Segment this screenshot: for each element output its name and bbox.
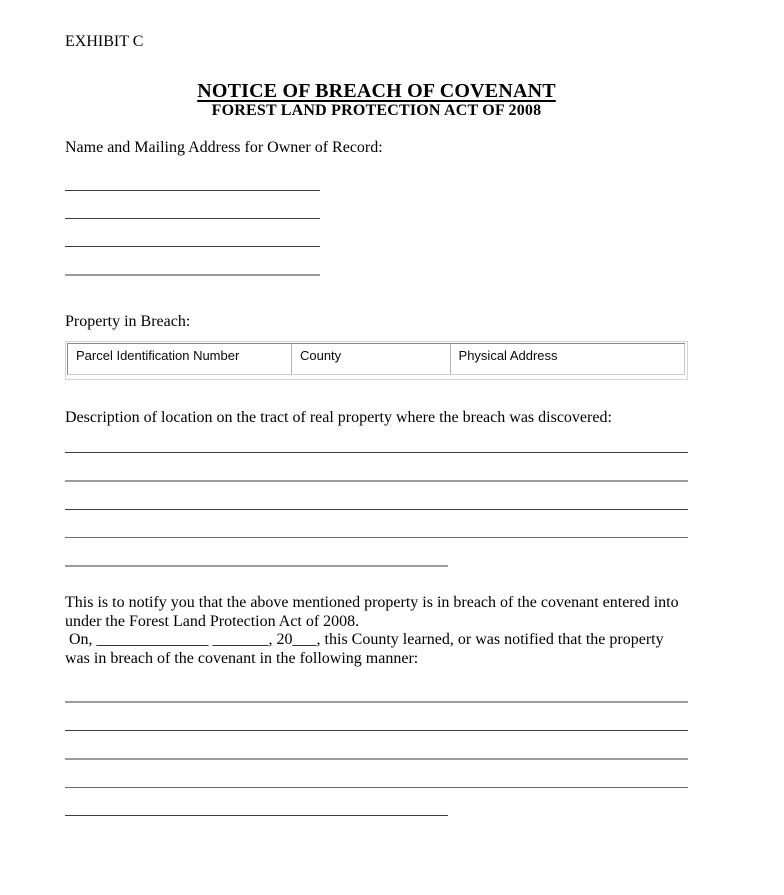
notification-line: under the Forest Land Protection Act of 2008. <box>65 612 360 630</box>
table-header-parcel-id: Parcel Identification Number <box>68 344 292 374</box>
notification-line: This is to notify you that the above mentioned property is in breach of the covenant entered into <box>65 594 679 611</box>
description-blank-line-2 <box>65 480 688 482</box>
description-blank-line-5 <box>65 565 448 567</box>
property-table <box>65 341 688 380</box>
notification-paragraph <box>65 594 688 668</box>
owner-blank-line-3 <box>65 246 320 247</box>
table-header-physical-address: Physical Address <box>451 344 685 374</box>
owner-of-record-label: Name and Mailing Address for Owner of Record: <box>65 139 383 156</box>
description-blank-line-3 <box>65 509 688 510</box>
exhibit-label: EXHIBIT C <box>65 33 144 50</box>
description-label: Description of location on the tract of real property where the breach was discovered: <box>65 409 612 426</box>
owner-blank-line-1 <box>65 190 320 191</box>
owner-blank-line-2 <box>65 218 320 219</box>
document-title: NOTICE OF BREACH OF COVENANT <box>197 80 556 102</box>
manner-blank-line-5 <box>65 815 448 816</box>
notification-line: On, ______________ _______, 20___, this County learned, or was notified that the property <box>65 631 664 648</box>
description-blank-line-1 <box>65 452 688 453</box>
manner-blank-line-1 <box>65 701 688 703</box>
owner-blank-line-4 <box>65 274 320 276</box>
manner-blank-line-2 <box>65 730 688 731</box>
description-blank-line-4 <box>65 537 688 538</box>
property-table-header-row <box>67 343 685 375</box>
table-header-county: County <box>292 344 451 374</box>
notification-line: was in breach of the covenant in the following manner: <box>65 649 419 667</box>
manner-blank-line-3 <box>65 758 688 760</box>
manner-blank-line-4 <box>65 787 688 788</box>
document-subtitle: FOREST LAND PROTECTION ACT OF 2008 <box>211 102 542 119</box>
property-in-breach-label: Property in Breach: <box>65 313 191 330</box>
